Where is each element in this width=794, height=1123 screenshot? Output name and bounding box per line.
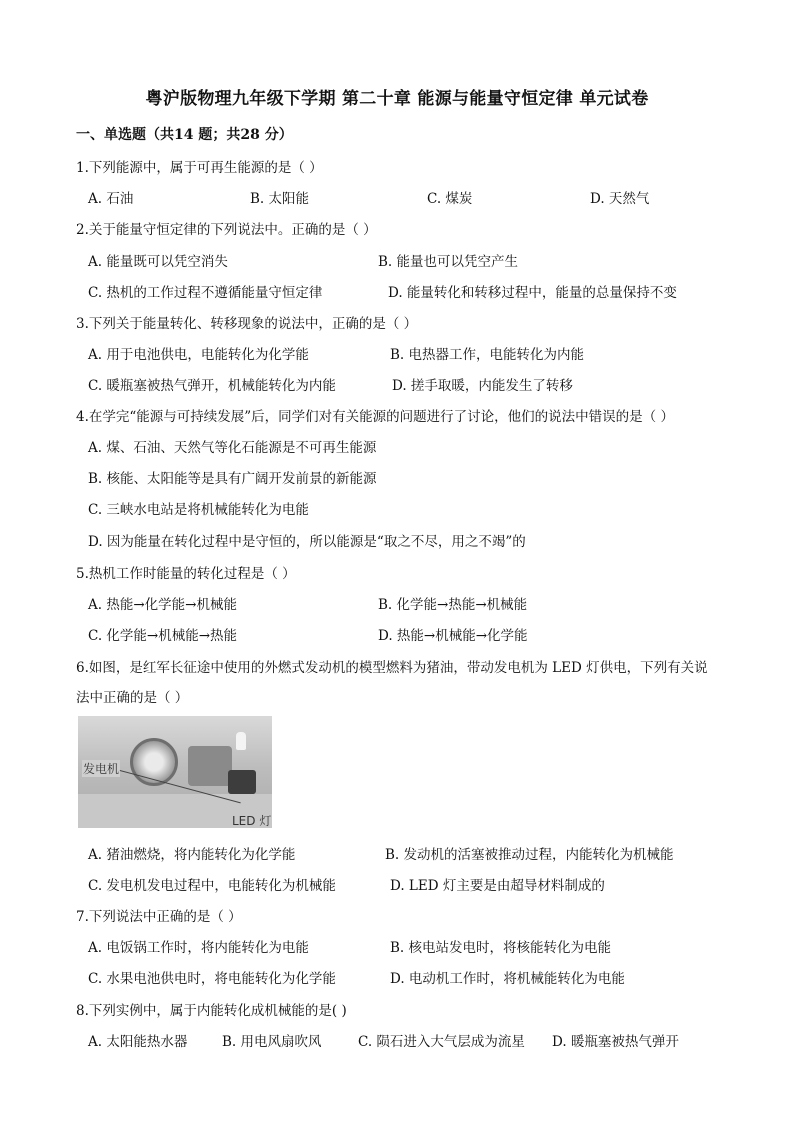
question-3-option-a[interactable]: A. 用于电池供电，电能转化为化学能 [88,347,309,363]
question-6-option-d[interactable]: D. LED 灯主要是由超导材料制成的 [390,878,605,894]
question-3-option-c[interactable]: C. 暖瓶塞被热气弹开，机械能转化为内能 [88,378,336,394]
led-lamp [236,732,246,750]
question-8-option-d[interactable]: D. 暖瓶塞被热气弹开 [552,1034,679,1050]
question-6-option-b[interactable]: B. 发动机的活塞被推动过程，内能转化为机械能 [385,847,674,863]
question-6-option-a[interactable]: A. 猪油燃烧，将内能转化为化学能 [88,847,296,863]
question-2-option-c[interactable]: C. 热机的工作过程不遵循能量守恒定律 [88,285,323,301]
question-1-stem: 1.下列能源中，属于可再生能源的是（ ） [76,160,323,176]
question-2-stem: 2.关于能量守恒定律的下列说法中。正确的是（ ） [76,222,377,238]
question-8-option-c[interactable]: C. 陨石进入大气层成为流星 [358,1034,525,1050]
question-1-option-c[interactable]: C. 煤炭 [427,191,473,207]
question-8-option-b[interactable]: B. 用电风扇吹风 [222,1034,322,1050]
question-4-option-d[interactable]: D. 因为能量在转化过程中是守恒的，所以能源是“取之不尽，用之不竭”的 [88,534,526,550]
question-2-option-b[interactable]: B. 能量也可以凭空产生 [378,254,519,270]
question-6-option-c[interactable]: C. 发电机发电过程中，电能转化为机械能 [88,878,336,894]
question-7-option-c[interactable]: C. 水果电池供电时，将电能转化为化学能 [88,971,336,987]
question-7-option-a[interactable]: A. 电饭锅工作时，将内能转化为电能 [88,940,309,956]
question-6-stem-line-1: 6.如图，是红军长征途中使用的外燃式发动机的模型燃料为猪油，带动发电机为 LED 灯供电，下列有关说 [76,660,708,676]
figure-label-led: LED 灯 [232,814,272,828]
question-3-option-b[interactable]: B. 电热器工作，电能转化为内能 [390,347,585,363]
question-3-stem: 3.下列关于能量转化、转移现象的说法中，正确的是（ ） [76,316,418,332]
question-1-option-b[interactable]: B. 太阳能 [250,191,310,207]
engine-body [188,746,232,786]
question-5-option-b[interactable]: B. 化学能→热能→机械能 [378,597,528,613]
question-2-option-d[interactable]: D. 能量转化和转移过程中，能量的总量保持不变 [388,285,677,301]
page-title: 粤沪版物理九年级下学期 第二十章 能源与能量守恒定律 单元试卷 [145,89,649,109]
question-8-stem: 8.下列实例中，属于内能转化成机械能的是( ) [76,1003,347,1019]
question-4-option-c[interactable]: C. 三峡水电站是将机械能转化为电能 [88,502,309,518]
question-4-option-a[interactable]: A. 煤、石油、天然气等化石能源是不可再生能源 [88,440,377,456]
question-5-option-d[interactable]: D. 热能→机械能→化学能 [378,628,528,644]
question-5-stem: 5.热机工作时能量的转化过程是（ ） [76,566,296,582]
question-1-option-d[interactable]: D. 天然气 [590,191,650,207]
question-6-stem-line-2: 法中正确的是（ ） [76,690,189,706]
question-1-option-a[interactable]: A. 石油 [88,191,134,207]
question-5-option-c[interactable]: C. 化学能→机械能→热能 [88,628,238,644]
question-4-option-b[interactable]: B. 核能、太阳能等是具有广阔开发前景的新能源 [88,471,377,487]
question-2-option-a[interactable]: A. 能量既可以凭空消失 [88,254,228,270]
section-heading: 一、单选题（共14 题；共28 分） [76,127,293,143]
question-7-option-d[interactable]: D. 电动机工作时，将机械能转化为电能 [390,971,625,987]
question-4-stem: 4.在学完“能源与可持续发展”后，同学们对有关能源的问题进行了讨论，他们的说法中错误的是（ ） [76,409,674,425]
figure-label-generator: 发电机 [83,762,120,776]
question-3-option-d[interactable]: D. 搓手取暖，内能发生了转移 [392,378,573,394]
question-7-stem: 7.下列说法中正确的是（ ） [76,909,242,925]
question-5-option-a[interactable]: A. 热能→化学能→机械能 [88,597,237,613]
question-8-option-a[interactable]: A. 太阳能热水器 [88,1034,188,1050]
fuel-burner [228,770,256,794]
question-7-option-b[interactable]: B. 核电站发电时，将核能转化为电能 [390,940,612,956]
